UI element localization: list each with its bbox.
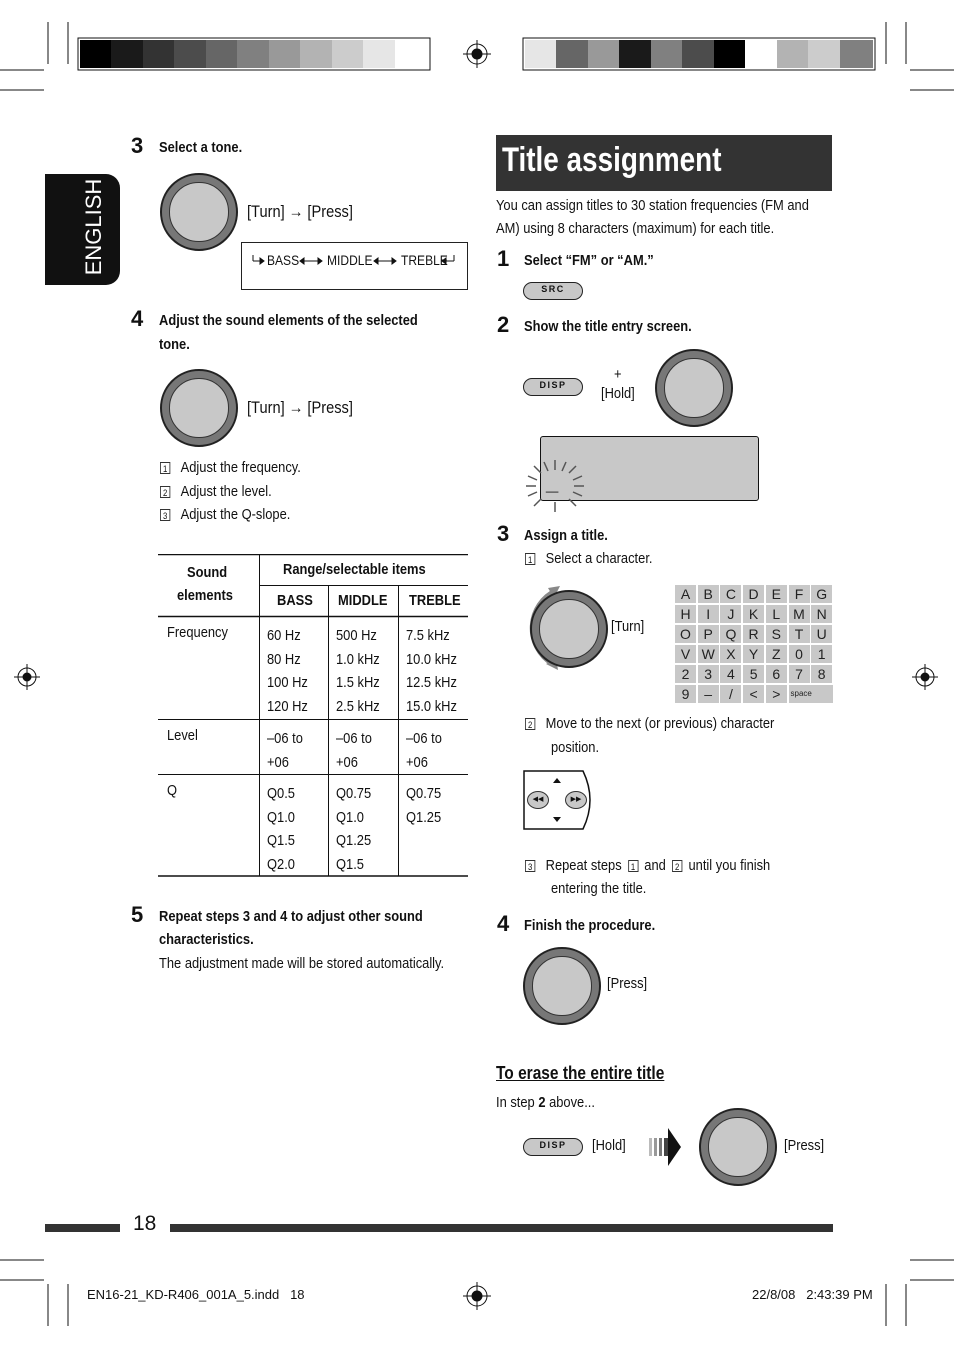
character-cell: H [675, 605, 696, 623]
row-label: Level [167, 727, 198, 744]
substep-item: 3 Repeat steps 1 and 2 until you finish [525, 857, 770, 874]
character-cell: 0 [789, 645, 810, 663]
character-cell: J [720, 605, 741, 623]
character-cell: X [720, 645, 741, 663]
registration-target-icon [912, 664, 938, 690]
language-label: ENGLISH [81, 178, 106, 276]
step-number: 5 [131, 902, 144, 927]
src-button[interactable]: SRC [523, 282, 583, 300]
press-label: [Press] [784, 1137, 825, 1154]
character-cell: N [811, 605, 832, 623]
character-cell: 6 [766, 665, 787, 683]
hold-label: [Hold] [592, 1137, 626, 1154]
character-cell: U [811, 625, 832, 643]
substep-item: 3 Adjust the Q-slope. [160, 506, 301, 530]
plus-sign: + [614, 366, 622, 383]
registration-target-icon [463, 40, 491, 68]
character-cell: A [675, 585, 696, 603]
sound-elements-table [158, 554, 468, 877]
step-number: 4 [497, 911, 510, 936]
substep-item: 2 Move to the next (or previous) character [525, 715, 774, 732]
character-cell: R [743, 625, 764, 643]
disp-button[interactable]: DISP [523, 1138, 583, 1156]
character-cell: 5 [743, 665, 764, 683]
cell-bass: –06 to +06 [267, 730, 303, 771]
cell-treble: –06 to +06 [406, 730, 442, 771]
seek-back-button[interactable]: ◀◀ [527, 791, 549, 809]
step-title: Repeat steps 3 and 4 to adjust other sound [159, 908, 423, 925]
step-title-cont: tone. [159, 336, 190, 353]
character-cell: / [720, 685, 741, 703]
character-cell: F [789, 585, 810, 603]
header-middle: MIDDLE [338, 592, 388, 609]
footer-bar-right [170, 1224, 833, 1232]
control-knob-icon [699, 1108, 777, 1186]
character-cell: S [766, 625, 787, 643]
registration-target-icon [463, 1282, 491, 1310]
left-color-bar [78, 38, 430, 70]
character-cell: O [675, 625, 696, 643]
character-cell: V [675, 645, 696, 663]
tone-sequence-box [241, 242, 468, 290]
row-label: Q [167, 782, 178, 799]
character-cell: W [698, 645, 719, 663]
character-cell: C [720, 585, 741, 603]
cell-treble: Q0.75 Q1.25 [406, 785, 442, 826]
control-knob-icon [530, 590, 608, 668]
step-title: Show the title entry screen. [524, 318, 692, 335]
press-label: [Press] [607, 975, 648, 992]
page-number: 18 [133, 1212, 157, 1235]
step-title: Adjust the sound elements of the selected [159, 312, 418, 329]
header-treble: TREBLE [409, 592, 461, 609]
intro-text: You can assign titles to 30 station frequencies (FM and [496, 197, 809, 214]
step-number: 2 [497, 312, 510, 337]
character-cell: < [743, 685, 764, 703]
substep-item: 1 Select a character. [525, 550, 652, 567]
cell-treble: 7.5 kHz 10.0 kHz 12.5 kHz 15.0 kHz [406, 627, 457, 715]
seek-buttons-panel [523, 770, 595, 830]
character-cell: I [698, 605, 719, 623]
substep-item: 2 Adjust the level. [160, 483, 301, 507]
character-cell: Q [720, 625, 741, 643]
step-title-cont: characteristics. [159, 931, 254, 948]
character-cell: 9 [675, 685, 696, 703]
character-cell: G [811, 585, 832, 603]
character-cell: Y [743, 645, 764, 663]
character-cell: Z [766, 645, 787, 663]
step-title: Select a tone. [159, 139, 243, 156]
character-cell: > [766, 685, 787, 703]
step-note: The adjustment made will be stored automatically. [159, 955, 445, 972]
control-knob-icon [523, 947, 601, 1025]
character-cell: 2 [675, 665, 696, 683]
character-cell: E [766, 585, 787, 603]
character-cell: space [789, 685, 833, 703]
footer-bar-left [45, 1224, 120, 1232]
step-number: 3 [131, 133, 144, 158]
right-color-bar [523, 38, 875, 70]
erase-note: In step 2 above... [496, 1094, 595, 1111]
character-cell: – [698, 685, 719, 703]
substep-item-cont: position. [551, 739, 600, 756]
control-knob-icon [655, 349, 733, 427]
substep-item: 1 Adjust the frequency. [160, 459, 301, 483]
tone-middle: MIDDLE [327, 252, 373, 268]
character-cell: 7 [789, 665, 810, 683]
section-heading: Title assignment [502, 141, 722, 179]
hold-label: [Hold] [601, 385, 635, 402]
cell-middle: –06 to +06 [336, 730, 372, 771]
character-cell: L [766, 605, 787, 623]
intro-text-cont: AM) using 8 characters (maximum) for each title. [496, 220, 775, 237]
tone-treble: TREBLE [401, 252, 448, 268]
header-bass: BASS [277, 592, 313, 609]
footer-date: 22/8/08 2:43:39 PM [752, 1287, 873, 1302]
step-number: 4 [131, 306, 144, 331]
character-cell: M [789, 605, 810, 623]
seek-forward-button[interactable]: ▶▶ [565, 791, 587, 809]
character-cell: 1 [811, 645, 832, 663]
character-cell: B [698, 585, 719, 603]
cell-bass: Q0.5 Q1.0 Q1.5 Q2.0 [267, 785, 295, 873]
control-knob-icon [160, 369, 238, 447]
footer-file-info: EN16-21_KD-R406_001A_5.indd 18 [87, 1287, 305, 1302]
tone-bass: BASS [267, 252, 300, 268]
cell-middle: 500 Hz 1.0 kHz 1.5 kHz 2.5 kHz [336, 627, 380, 715]
knob-instruction: [Turn] → [Press] [247, 398, 353, 417]
cell-middle: Q0.75 Q1.0 Q1.25 Q1.5 [336, 785, 372, 873]
registration-target-icon [14, 664, 40, 690]
disp-button[interactable]: DISP [523, 378, 583, 396]
step-title: Select “FM” or “AM.” [524, 252, 654, 269]
print-registration-marks [0, 0, 954, 110]
knob-instruction: [Turn] → [Press] [247, 202, 353, 221]
substep-list [160, 459, 324, 530]
header-sound: Sound [187, 564, 228, 581]
step-title: Assign a title. [524, 527, 608, 544]
control-knob-icon [160, 173, 238, 251]
character-grid [675, 585, 833, 703]
step-title: Finish the procedure. [524, 917, 656, 934]
character-cell: P [698, 625, 719, 643]
character-cell: D [743, 585, 764, 603]
substep-item-cont: entering the title. [551, 880, 647, 897]
language-side-tab [45, 174, 120, 285]
character-cell: 8 [811, 665, 832, 683]
section-heading-band [496, 135, 832, 191]
character-cell: 4 [720, 665, 741, 683]
erase-heading: To erase the entire title [496, 1063, 665, 1083]
character-cell: T [789, 625, 810, 643]
row-label: Frequency [167, 624, 228, 641]
step-number: 1 [497, 246, 510, 271]
character-cell: 3 [698, 665, 719, 683]
step-number: 3 [497, 521, 510, 546]
header-elements: elements [177, 587, 233, 604]
lcd-cursor: _ [546, 470, 559, 495]
next-arrow-icon [647, 1126, 683, 1168]
turn-label: [Turn] [611, 618, 645, 635]
header-range: Range/selectable items [283, 561, 426, 578]
cell-bass: 60 Hz 80 Hz 100 Hz 120 Hz [267, 627, 308, 715]
character-cell: K [743, 605, 764, 623]
